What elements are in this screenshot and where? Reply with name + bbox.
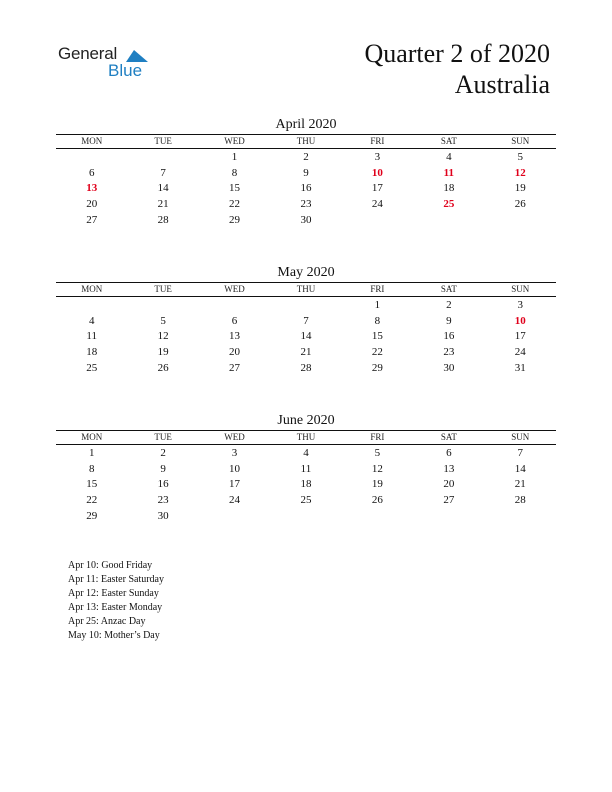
weekday-label: SUN [485, 283, 556, 297]
empty-day-cell [485, 509, 556, 525]
day-cell: 11 [443, 166, 455, 179]
day-cell: 14 [514, 462, 526, 475]
day-cell: 1 [88, 447, 95, 459]
day-cell: 13 [443, 462, 455, 475]
day-cell: 6 [231, 314, 238, 327]
weekday-label: FRI [342, 135, 413, 149]
title-quarter: Quarter 2 of 2020 [364, 39, 550, 68]
day-cell: 5 [517, 151, 524, 163]
day-cell: 15 [86, 478, 98, 491]
day-cell: 10 [514, 314, 526, 327]
day-cell: 30 [157, 509, 169, 522]
month-calendar-june [56, 412, 556, 525]
holiday-note: May 10: Mother’s Day [68, 630, 160, 641]
day-cell: 24 [229, 494, 241, 507]
weekday-label: TUE [127, 283, 198, 297]
day-cell: 28 [300, 361, 312, 374]
empty-day-cell [342, 213, 413, 229]
empty-day-cell [342, 509, 413, 525]
day-cell: 15 [371, 330, 383, 343]
day-cell: 30 [300, 213, 312, 226]
day-cell: 28 [157, 213, 169, 226]
day-cell: 2 [303, 151, 309, 163]
day-cell: 30 [443, 361, 455, 374]
empty-day-cell [413, 509, 484, 525]
day-cell: 10 [229, 462, 241, 475]
empty-day-cell [127, 297, 198, 314]
week-row [56, 181, 556, 197]
day-cell: 26 [371, 494, 383, 507]
weekday-label: FRI [342, 431, 413, 445]
holiday-note: Apr 12: Easter Sunday [68, 588, 159, 599]
day-cell: 24 [371, 198, 383, 211]
week-row [56, 329, 556, 345]
logo-word-blue: Blue [108, 61, 143, 80]
empty-day-cell [199, 509, 270, 525]
calendar-grid [56, 134, 556, 229]
day-cell: 21 [300, 346, 312, 359]
day-cell: 19 [157, 346, 169, 359]
day-cell: 6 [446, 447, 452, 459]
week-row [56, 149, 556, 166]
weekday-label: TUE [127, 135, 198, 149]
day-cell: 27 [86, 213, 98, 226]
day-cell: 2 [160, 447, 166, 459]
day-cell: 25 [443, 198, 455, 211]
day-cell: 7 [517, 447, 524, 459]
brand-logo [58, 44, 158, 84]
holiday-note: Apr 13: Easter Monday [68, 602, 163, 613]
day-cell: 10 [371, 166, 383, 179]
weekday-label: MON [56, 283, 127, 297]
weekday-label: FRI [342, 283, 413, 297]
empty-day-cell [413, 213, 484, 229]
day-cell: 7 [303, 314, 309, 327]
week-row [56, 213, 556, 229]
week-row [56, 509, 556, 525]
empty-day-cell [270, 509, 341, 525]
week-row [56, 197, 556, 213]
day-cell: 8 [88, 462, 95, 475]
weekday-label: WED [199, 431, 270, 445]
day-cell: 23 [443, 346, 455, 359]
day-cell: 26 [514, 198, 526, 211]
day-cell: 8 [374, 314, 381, 327]
week-row [56, 493, 556, 509]
weekday-label: WED [199, 283, 270, 297]
day-cell: 17 [371, 182, 383, 195]
day-cell: 22 [371, 346, 383, 359]
week-row [56, 462, 556, 478]
day-cell: 9 [303, 166, 309, 179]
calendar-grid [56, 282, 556, 377]
day-cell: 28 [514, 494, 526, 507]
empty-day-cell [56, 297, 127, 314]
day-cell: 11 [300, 462, 312, 475]
day-cell: 5 [374, 447, 381, 459]
day-cell: 18 [443, 182, 455, 195]
day-cell: 6 [88, 166, 95, 179]
day-cell: 16 [157, 478, 169, 491]
day-cell: 17 [514, 330, 526, 343]
day-cell: 3 [374, 151, 381, 163]
holiday-notes [68, 559, 164, 643]
day-cell: 29 [229, 213, 241, 226]
day-cell: 13 [229, 330, 241, 343]
week-row [56, 361, 556, 377]
day-cell: 3 [231, 447, 238, 459]
day-cell: 9 [446, 314, 452, 327]
day-cell: 4 [88, 314, 95, 327]
month-title: May 2020 [277, 265, 335, 280]
empty-day-cell [485, 213, 556, 229]
day-cell: 19 [514, 182, 526, 195]
weekday-label: THU [270, 135, 341, 149]
month-title: April 2020 [275, 117, 337, 132]
day-cell: 13 [86, 182, 98, 195]
day-cell: 25 [86, 361, 98, 374]
calendar-grid [56, 430, 556, 525]
day-cell: 29 [371, 361, 383, 374]
weekday-label: WED [199, 135, 270, 149]
weekday-label: TUE [127, 431, 198, 445]
day-cell: 4 [446, 151, 452, 163]
day-cell: 23 [157, 494, 169, 507]
holiday-note: Apr 11: Easter Saturday [68, 574, 164, 585]
week-row [56, 314, 556, 330]
weekday-label: SUN [485, 431, 556, 445]
day-cell: 27 [229, 361, 241, 374]
weekday-label: THU [270, 431, 341, 445]
day-cell: 2 [446, 299, 452, 311]
weekday-header-row [56, 283, 556, 297]
day-cell: 27 [443, 494, 455, 507]
day-cell: 4 [303, 447, 309, 459]
month-title: June 2020 [277, 413, 335, 428]
day-cell: 5 [160, 314, 166, 327]
day-cell: 14 [300, 330, 312, 343]
empty-day-cell [270, 297, 341, 314]
day-cell: 22 [86, 494, 98, 507]
day-cell: 20 [229, 346, 241, 359]
weekday-header-row [56, 135, 556, 149]
day-cell: 16 [443, 330, 455, 343]
day-cell: 20 [443, 478, 455, 491]
logo-word-general: General [58, 44, 118, 63]
day-cell: 12 [514, 166, 526, 179]
day-cell: 18 [86, 346, 98, 359]
week-row [56, 445, 556, 462]
day-cell: 12 [157, 330, 169, 343]
weekday-label: SAT [413, 283, 484, 297]
week-row [56, 166, 556, 182]
empty-day-cell [199, 297, 270, 314]
month-calendar-april [56, 116, 556, 229]
day-cell: 19 [371, 478, 383, 491]
day-cell: 23 [300, 198, 312, 211]
day-cell: 20 [86, 198, 98, 211]
title-country: Australia [454, 70, 550, 99]
day-cell: 22 [229, 198, 241, 211]
day-cell: 25 [300, 494, 312, 507]
day-cell: 21 [514, 478, 526, 491]
day-cell: 1 [374, 299, 381, 311]
week-row [56, 297, 556, 314]
weekday-label: MON [56, 431, 127, 445]
day-cell: 1 [231, 151, 238, 163]
holiday-note: Apr 10: Good Friday [68, 560, 153, 571]
day-cell: 16 [300, 182, 312, 195]
day-cell: 18 [300, 478, 312, 491]
day-cell: 24 [514, 346, 526, 359]
page-title [364, 38, 550, 100]
weekday-header-row [56, 431, 556, 445]
weekday-label: SUN [485, 135, 556, 149]
empty-day-cell [127, 149, 198, 166]
day-cell: 21 [157, 198, 169, 211]
day-cell: 31 [514, 361, 526, 374]
day-cell: 9 [160, 462, 166, 475]
weekday-label: MON [56, 135, 127, 149]
day-cell: 12 [371, 462, 383, 475]
day-cell: 7 [160, 166, 166, 179]
weekday-label: SAT [413, 135, 484, 149]
day-cell: 15 [229, 182, 241, 195]
day-cell: 26 [157, 361, 169, 374]
day-cell: 3 [517, 299, 524, 311]
weekday-label: THU [270, 283, 341, 297]
day-cell: 8 [231, 166, 238, 179]
week-row [56, 345, 556, 361]
day-cell: 14 [157, 182, 169, 195]
empty-day-cell [56, 149, 127, 166]
day-cell: 17 [229, 478, 241, 491]
day-cell: 11 [86, 330, 97, 343]
weekday-label: SAT [413, 431, 484, 445]
month-calendar-may [56, 264, 556, 377]
week-row [56, 477, 556, 493]
day-cell: 29 [86, 509, 98, 522]
logo-triangle-icon [126, 48, 148, 62]
holiday-note: Apr 25: Anzac Day [68, 616, 146, 627]
